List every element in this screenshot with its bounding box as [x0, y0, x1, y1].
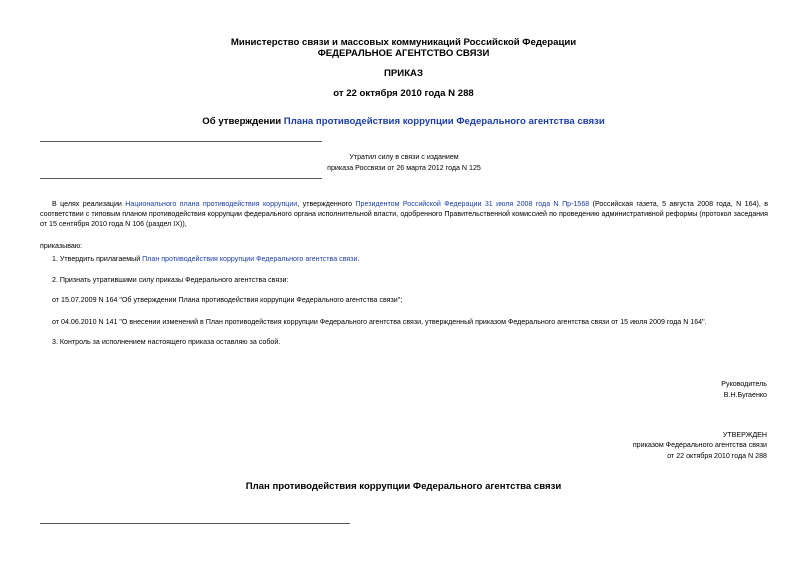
doc-date: от 22 октября 2010 года N 288 — [333, 88, 474, 99]
divider-bottom-left — [40, 178, 322, 179]
ministry-heading: Министерство связи и массовых коммуникаций Российской Федерации — [230, 37, 577, 48]
preamble — [40, 199, 768, 229]
agency-heading: ФЕДЕРАЛЬНОЕ АГЕНТСТВО СВЯЗИ — [317, 48, 490, 59]
item-2b: от 04.06.2010 N 141 "О внесении изменений в План противодействия коррупции Федерального агентства связи, утвержденный приказом Федерального агентства связи от 15 июля 2009 года N 164". — [52, 318, 707, 326]
doc-title-link[interactable]: Плана противодействия коррупции Федерального агентства связи — [283, 116, 605, 127]
president-link[interactable]: Президентом Российской Федерации 31 июля 2008 года N Пр-1568 — [355, 200, 590, 208]
signature-role: Руководитель — [721, 380, 767, 388]
expired-note-line2: приказа Россвязи от 26 марта 2012 года N 125 — [327, 164, 481, 172]
divider-footer — [40, 523, 350, 524]
plan-link[interactable]: План противодействия коррупции Федерального агентства связи — [142, 255, 358, 263]
item-1-text: 1. Утвердить прилагаемый — [52, 255, 143, 263]
preamble-text-1: В целях реализации — [52, 200, 126, 208]
divider-top-left — [40, 141, 322, 142]
order-word: приказываю: — [40, 242, 83, 250]
doc-title — [0, 116, 807, 127]
doc-type: ПРИКАЗ — [384, 68, 423, 79]
preamble-text-2: , утвержденного — [297, 200, 356, 208]
doc-title-prefix: Об утверждении — [202, 116, 284, 127]
approval-line3: от 22 октября 2010 года N 288 — [667, 452, 767, 460]
plan-title: План противодействия коррупции Федерального агентства связи — [245, 481, 562, 492]
item-3: 3. Контроль за исполнением настоящего приказа оставляю за собой. — [52, 338, 281, 346]
approval-line1: УТВЕРЖДЕН — [722, 431, 767, 439]
item-1 — [52, 254, 359, 264]
item-2a: от 15.07.2009 N 164 "Об утверждении Плана противодействия коррупции Федерального агентства связи"; — [52, 296, 403, 304]
preamble-text-3: (Российская газета, 5 августа 2008 года, N 164), в соответствии с типовым планом противодействия коррупции федерального органа исполнительной власти, одобренного Правительственной комиссией по проведению административной реформы (протокол заседания от 15 сентября 2010 года N 106 (раздел IX)), — [40, 200, 768, 228]
approval-line2: приказом Федерального агентства связи — [632, 441, 767, 449]
item-1-end: . — [357, 255, 360, 263]
national-plan-link[interactable]: Национального плана противодействия коррупции — [125, 200, 298, 208]
item-2: 2. Признать утратившими силу приказы Федерального агентства связи: — [52, 276, 289, 284]
expired-note-line1: Утратил силу в связи с изданием — [349, 153, 459, 161]
signature-name: В.Н.Бугаенко — [723, 391, 767, 399]
